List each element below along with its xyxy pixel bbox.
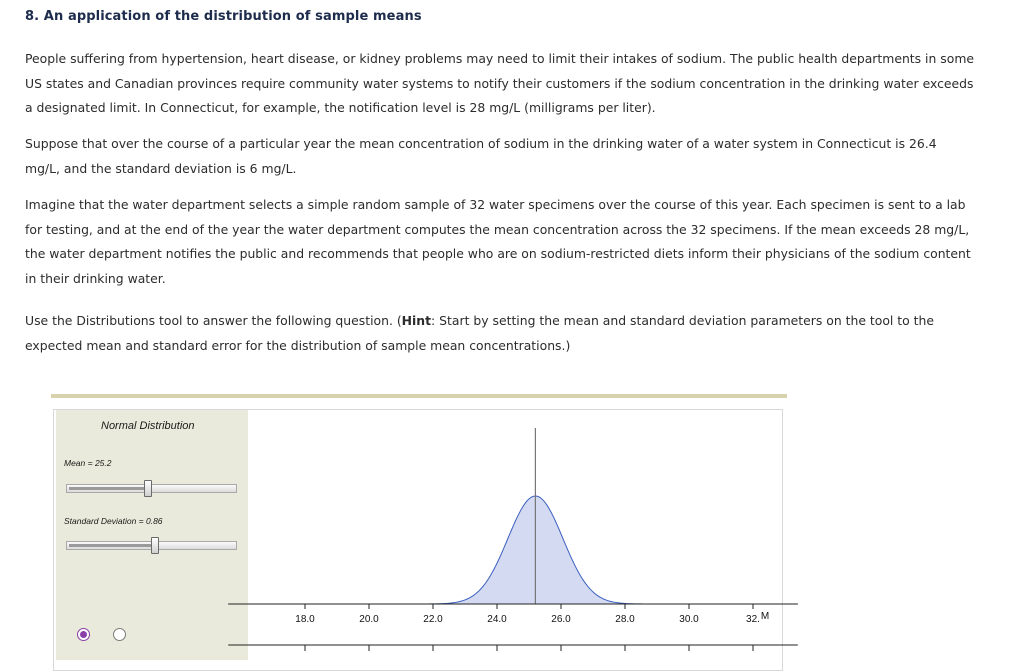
mean-label: Mean = 25.2	[64, 458, 112, 468]
x-tick-label: 30.0	[679, 614, 699, 625]
sd-label: Standard Deviation = 0.86	[64, 516, 163, 526]
x-tick-label: 24.0	[487, 614, 507, 625]
distribution-name: Normal Distribution	[101, 420, 195, 432]
x-tick-label: 26.0	[551, 614, 571, 625]
curve-area	[228, 496, 798, 604]
parameters-paragraph: Suppose that over the course of a particular year the mean concentration of sodium in the drinking water of a water system in Connecticut is 26.4 mg/L, and the standard deviation is 6 mg/L.	[25, 136, 937, 176]
axis-marker-label[interactable]: M	[760, 611, 770, 622]
page-title: 8. An application of the distribution of sample means	[25, 9, 422, 24]
instructions-prefix: Use the Distributions tool to answer the following question. (	[25, 313, 402, 328]
x-axis-ticks	[295, 604, 760, 651]
x-tick-label: 28.0	[615, 614, 635, 625]
scenario-paragraph: Imagine that the water department selects a simple random sample of 32 water specimens over the course of this year. Each specimen is sent to a lab for testing, and at the end of the year the water department computes the mean concentration across the 32 specimens. If the mean exceeds 28 mg/L, the water department notifies the public and recommends that people who are on sodium-restricted diets inform their physicians of the sodium content in their drinking water.	[25, 197, 971, 286]
x-tick-label: 18.0	[295, 614, 315, 625]
x-tick-label: 22.0	[423, 614, 443, 625]
x-tick-label: 20.0	[359, 614, 379, 625]
x-tick-label: 32.	[746, 614, 760, 625]
hint-label: Hint	[401, 313, 432, 328]
instructions-suffix: : Start by setting the mean and standard deviation parameters on the tool to the expected mean and standard error for the distribution of sample mean concentrations.)	[25, 313, 934, 353]
intro-paragraph: People suffering from hypertension, heart disease, or kidney problems may need to limit their intakes of sodium. The public health departments in some US states and Canadian provinces require community water systems to notify their customers if the sodium concentration in the drinking water exceeds a designated limit. In Connecticut, for example, the notification level is 28 mg/L (milligrams per liter).	[25, 51, 975, 115]
